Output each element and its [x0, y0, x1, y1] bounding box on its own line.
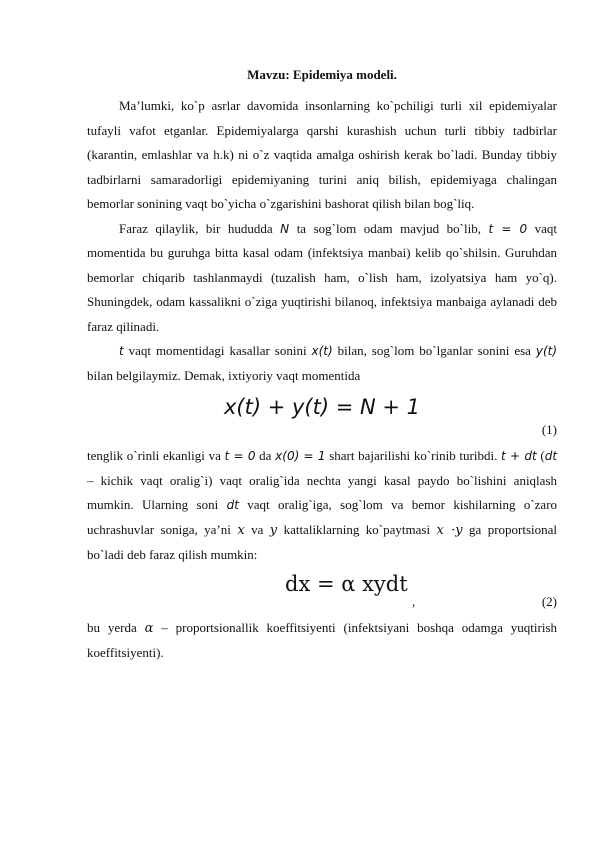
- text-segment: Faraz qilaylik, bir hududda: [119, 220, 273, 236]
- paragraph-assumption: [87, 217, 557, 340]
- text-segment: bilan belgilaymiz. Demak, ixtiyoriy vaqt momentida: [87, 367, 361, 383]
- text-segment: bilan, sog`lom bo`lganlar sonini esa: [337, 343, 531, 358]
- symbol-N: N: [280, 221, 290, 236]
- equation-2-number: (2): [541, 593, 557, 609]
- page-title: Mavzu: Epidemiya modeli.: [247, 67, 397, 82]
- text-segment: ga proportsional bo`ladi deb faraz qilish mumkin: [87, 521, 558, 562]
- text-segment: – proportsionallik koeffitsiyenti (infektsiyani boshqa odamga yuqtirish koeffitsiyenti).: [87, 619, 558, 660]
- equation-2: dx = α xydt: [285, 571, 408, 596]
- text-segment: shart bajarilishi ko`rinib turibdi.: [329, 448, 498, 463]
- symbol-t-equals-0: t = 0: [488, 221, 528, 236]
- text-segment: da: [259, 448, 272, 463]
- document-page: [87, 66, 557, 666]
- text-segment: – kichik vaqt oralig`i) vaqt oralig`ida nechta yangi kasal paydo bo`lishini aniqlash mumkin. Ularning soni: [87, 472, 557, 512]
- symbol-x-times-y: x ·y: [436, 522, 463, 538]
- paragraph-coefficient: [87, 616, 557, 666]
- symbol-t-plus-dt: t + dt: [501, 449, 537, 463]
- text-segment: bu yerda: [87, 619, 137, 635]
- text-segment: va: [251, 521, 264, 537]
- text-segment: vaqt momentida bu guruhga bitta kasal odam (infektsiya manbai) kelib qo`shilsin. Guruhdan bemorlar chiqarib tashlanmaydi (tuzalish ham, o`lish ham, izolyatsiya ham yo`q). Shuningdek, odam kassalikni o`ziga yuqtirishi bilanoq, infektsiya manbaiga aylanadi deb faraz qilinadi.: [87, 220, 558, 334]
- symbol-alpha: α: [144, 620, 154, 636]
- symbol-y: y: [269, 522, 278, 538]
- symbol-dt: dt: [226, 498, 239, 512]
- symbol-x0-equals-1: x(0) = 1: [275, 449, 326, 463]
- equation-2-comma: ,: [412, 593, 416, 609]
- text-segment: (: [540, 448, 545, 463]
- paragraph-derivation: [87, 444, 557, 568]
- text-segment: kattaliklarning ko`paytmasi: [283, 521, 431, 537]
- symbol-dt: dt: [544, 449, 558, 463]
- equation-1-number: (1): [541, 422, 557, 437]
- text-segment: ta sog`lom odam mavjud bo`lib,: [296, 220, 481, 236]
- equation-1: x(t) + y(t) = N + 1: [223, 395, 420, 419]
- text-segment: vaqt oralig`iga, sog`lom va bemor kishilarning o`zaro uchrashuvlar soniga, ya’ni: [87, 497, 558, 537]
- text-segment: vaqt momentidagi kasallar sonini: [128, 343, 307, 358]
- symbol-y-of-t: y(t): [535, 344, 558, 358]
- symbol-x: x: [237, 522, 245, 538]
- text-segment: tenglik o`rinli ekanligi va: [87, 448, 221, 463]
- text-segment: :: [253, 547, 258, 562]
- equation-2-row: [87, 572, 557, 616]
- paragraph-notation: [87, 339, 557, 388]
- symbol-t-equals-0: t = 0: [224, 449, 256, 463]
- symbol-t: t: [119, 344, 124, 358]
- paragraph-intro: Ma’lumki, ko`p asrlar davomida insonlarning ko`pchiligi turli xil epidemiyalar tufayli vafot etganlar. Epidemiyalarga qarshi kurashish uchun turli tibbiy tadbirlar (karantin, emlashlar va h.k) ni o`z vaqtida amalga oshirish kerak bo`ladi. Bunday tibbiy tadbirlarni samaradorligi epidemiyaning turini aniq bilish, epidemiyaga chalingan bemorlar sonining vaqt bo`yicha o`zgarishini bashorat qilish bilan bog`liq.: [87, 98, 557, 211]
- symbol-x-of-t: x(t): [311, 344, 333, 358]
